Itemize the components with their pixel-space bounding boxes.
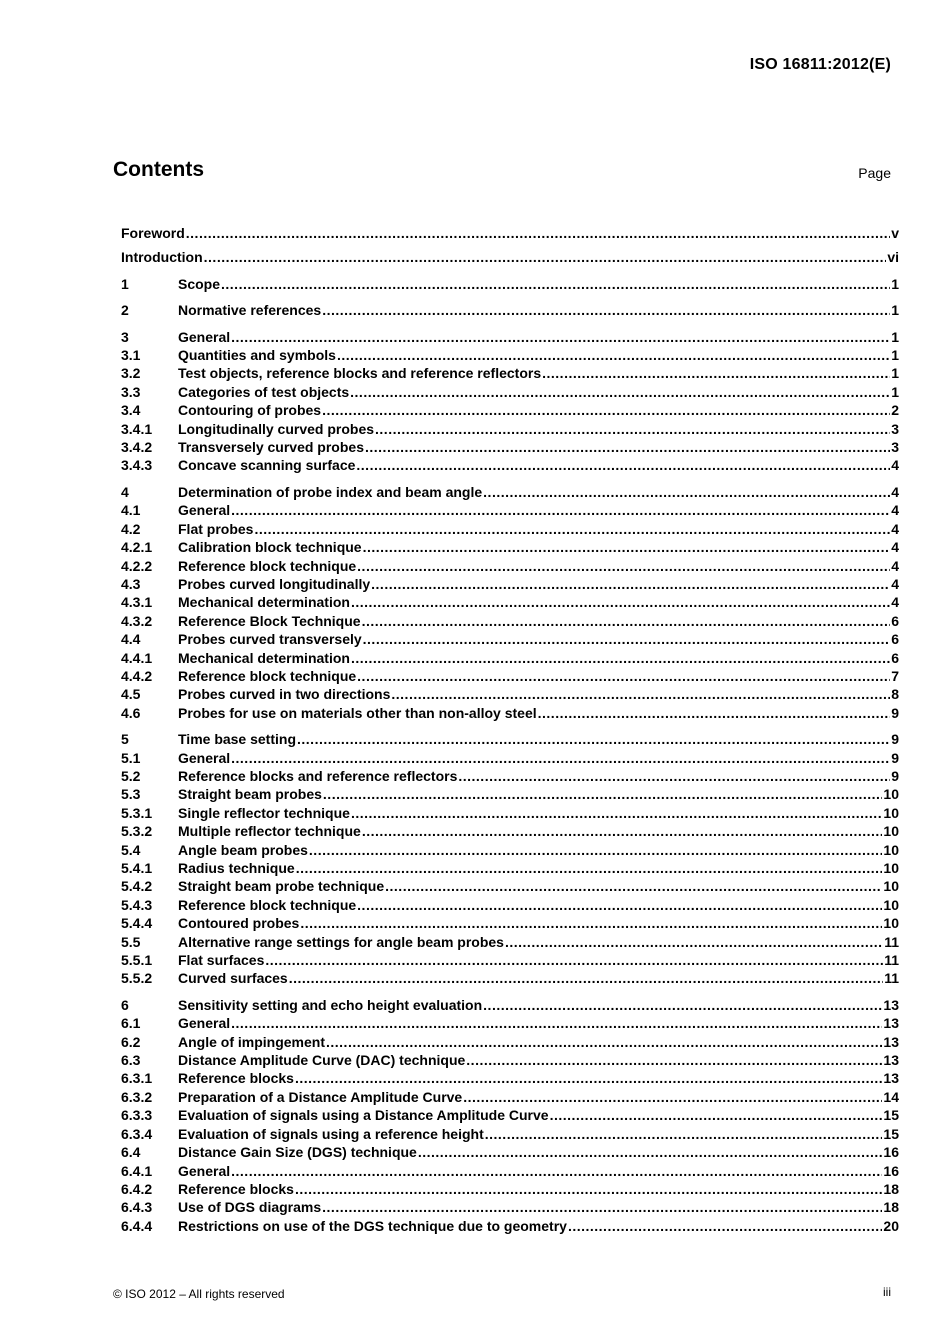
toc-entry-number: 3.2	[121, 365, 141, 382]
toc-entry-title: Introduction	[121, 249, 203, 266]
toc-entry[interactable]	[121, 767, 899, 785]
toc-entry-number: 6.3.2	[121, 1088, 153, 1105]
toc-entry-title: Flat probes	[178, 520, 254, 537]
toc-entry[interactable]	[121, 969, 899, 987]
toc-entry-number: 5.3.2	[121, 823, 153, 840]
toc-entry[interactable]	[121, 1088, 899, 1106]
dot-leader	[295, 1069, 882, 1087]
toc-entry[interactable]	[121, 420, 899, 438]
toc-entry-page: 10	[883, 896, 899, 913]
toc-entry-page: 9	[891, 749, 899, 766]
dot-leader	[505, 933, 883, 951]
toc-entry-number: 2	[121, 302, 129, 319]
toc-entry[interactable]	[121, 328, 899, 346]
toc-entry-page: 10	[883, 786, 899, 803]
toc-entry-title: Evaluation of signals using a reference height	[178, 1125, 484, 1142]
toc-entry-page: 10	[883, 823, 899, 840]
dot-leader	[323, 785, 883, 803]
dot-leader	[362, 612, 891, 630]
toc-entry-page: 3	[891, 439, 899, 456]
toc-entry-page: 9	[891, 767, 899, 784]
toc-entry-title: Determination of probe index and beam angle	[178, 483, 483, 500]
toc-entry-page: v	[891, 225, 899, 241]
toc-entry-number: 4.1	[121, 502, 141, 519]
toc-entry-title: Multiple reflector technique	[178, 823, 361, 840]
toc-entry-number: 6.3.4	[121, 1125, 153, 1142]
toc-entry-title: Mechanical determination	[178, 649, 350, 666]
toc-entry-page: 18	[883, 1180, 899, 1197]
toc-entry[interactable]	[121, 383, 899, 401]
toc-entry-page: 11	[884, 970, 899, 987]
toc-entry[interactable]	[121, 859, 899, 877]
toc-entry-page: vi	[887, 249, 899, 266]
toc-entry[interactable]	[121, 275, 899, 293]
toc-entry[interactable]	[121, 1198, 899, 1216]
toc-entry-number: 4.4.1	[121, 649, 153, 666]
toc-entry-page: 6	[891, 612, 899, 629]
toc-entry[interactable]	[121, 951, 899, 969]
toc-entry-number: 3.4.1	[121, 420, 153, 437]
toc-entry-number: 4.3	[121, 575, 141, 592]
toc-entry[interactable]	[121, 1014, 899, 1032]
toc-entry-page: 10	[883, 878, 899, 895]
toc-entry-number: 4.4	[121, 631, 141, 648]
toc-entry-page: 1	[891, 302, 899, 319]
toc-entry-title: Scope	[178, 275, 221, 292]
toc-entry-number: 6.4.2	[121, 1180, 153, 1197]
toc-entry-number: 6.4.1	[121, 1162, 153, 1179]
toc-entry-title: Concave scanning surface	[178, 457, 356, 474]
toc-entry[interactable]	[121, 1125, 899, 1143]
dot-leader	[458, 767, 890, 785]
toc-entry-page: 1	[891, 328, 899, 345]
toc-entry[interactable]	[121, 822, 899, 840]
toc-entry[interactable]	[121, 593, 899, 611]
dot-leader	[568, 1217, 882, 1235]
toc-entry[interactable]	[121, 896, 899, 914]
toc-entry-title: General	[178, 1162, 231, 1179]
toc-entry-number: 5.3	[121, 786, 141, 803]
toc-entry-title: Distance Gain Size (DGS) technique	[178, 1144, 417, 1161]
toc-entry-page: 13	[883, 1070, 899, 1087]
toc-entry-title: Time base setting	[178, 731, 297, 748]
dot-leader	[351, 649, 890, 667]
toc-entry-number: 3.4.3	[121, 457, 153, 474]
toc-entry-page: 4	[891, 557, 899, 574]
toc-entry-title: Mechanical determination	[178, 594, 350, 611]
toc-entry-number: 5.4.4	[121, 915, 153, 932]
toc-entry-page: 11	[884, 933, 899, 950]
toc-entry-title: Calibration block technique	[178, 539, 362, 556]
toc-entry-page: 10	[883, 860, 899, 876]
toc-entry-page: 14	[883, 1088, 899, 1105]
dot-leader	[483, 996, 882, 1014]
toc-entry[interactable]	[121, 501, 899, 519]
dot-leader	[363, 630, 891, 648]
dot-leader	[231, 749, 890, 767]
toc-entry[interactable]	[121, 785, 899, 803]
toc-entry-title: Contouring of probes	[178, 402, 322, 419]
dot-leader	[309, 841, 883, 859]
toc-entry[interactable]	[121, 933, 899, 951]
dot-leader	[385, 877, 882, 895]
toc-entry-title: Probes curved transversely	[178, 631, 362, 648]
toc-entry[interactable]	[121, 301, 899, 319]
dot-leader	[357, 557, 890, 575]
dot-leader	[231, 1014, 882, 1032]
dot-leader	[538, 704, 891, 722]
dot-leader	[365, 438, 890, 456]
toc-entry-number: 5.3.1	[121, 804, 153, 821]
toc-entry[interactable]	[121, 1162, 899, 1180]
toc-entry-number: 5.5.1	[121, 952, 153, 969]
toc-entry[interactable]	[121, 364, 899, 382]
dot-leader	[322, 401, 890, 419]
toc-entry-number: 5.2	[121, 767, 141, 784]
toc-entry-page: 11	[884, 952, 899, 969]
toc-entry-page: 3	[891, 420, 899, 437]
toc-entry-number: 6.3	[121, 1052, 141, 1069]
toc-entry-number: 4.4.2	[121, 667, 153, 684]
copyright-notice: © ISO 2012 – All rights reserved	[113, 1287, 285, 1301]
toc-entry-title: Categories of test objects	[178, 383, 350, 400]
dot-leader	[204, 248, 887, 266]
toc-entry[interactable]	[121, 630, 899, 648]
toc-entry-number: 5.5.2	[121, 970, 153, 987]
toc-entry-page: 16	[883, 1144, 899, 1161]
toc-entry-page: 18	[883, 1199, 899, 1216]
toc-entry-title: Flat surfaces	[178, 952, 265, 969]
toc-entry[interactable]	[121, 749, 899, 767]
dot-leader	[221, 275, 890, 293]
dot-leader	[371, 575, 890, 593]
dot-leader	[295, 1180, 882, 1198]
toc-entry-page: 13	[883, 996, 899, 1013]
toc-entry-title: Straight beam probe technique	[178, 878, 385, 895]
toc-entry-page: 4	[891, 575, 899, 592]
dot-leader	[231, 501, 890, 519]
dot-leader	[289, 969, 883, 987]
toc-entry[interactable]	[121, 575, 899, 593]
page-number: iii	[883, 1285, 891, 1299]
page-column-label: Page	[858, 165, 891, 181]
toc-entry-page: 10	[883, 804, 899, 821]
toc-entry-page: 7	[891, 667, 899, 684]
toc-entry-number: 5.4	[121, 841, 141, 858]
toc-entry-title: Curved surfaces	[178, 970, 288, 987]
toc-entry-number: 5.4.2	[121, 878, 153, 895]
toc-entry-number: 6.1	[121, 1015, 141, 1032]
toc-entry-number: 3.3	[121, 383, 141, 400]
toc-entry-page: 4	[891, 520, 899, 537]
toc-entry[interactable]	[121, 1051, 899, 1069]
toc-entry-number: 4.6	[121, 704, 141, 721]
dot-leader	[300, 914, 882, 932]
toc-entry[interactable]	[121, 730, 899, 748]
dot-leader	[265, 951, 883, 969]
dot-leader	[463, 1088, 882, 1106]
toc-entry-number: 3.4	[121, 402, 141, 419]
toc-entry[interactable]	[121, 704, 899, 722]
toc-entry-number: 6.4.3	[121, 1199, 153, 1216]
dot-leader	[363, 538, 891, 556]
dot-leader	[322, 1198, 882, 1216]
toc-entry[interactable]	[121, 346, 899, 364]
toc-entry-page: 4	[891, 502, 899, 519]
toc-entry-number: 5.5	[121, 933, 141, 950]
dot-leader	[351, 593, 890, 611]
toc-entry[interactable]	[121, 224, 899, 242]
document-id: ISO 16811:2012(E)	[749, 56, 891, 73]
toc-entry[interactable]	[121, 456, 899, 474]
toc-entry-title: Straight beam probes	[178, 786, 322, 803]
toc-entry-number: 4.5	[121, 686, 141, 703]
toc-entry-page: 1	[891, 347, 899, 364]
toc-entry-page: 2	[891, 402, 899, 419]
toc-entry-number: 5.4.1	[121, 860, 153, 876]
toc-entry-number: 5	[121, 731, 129, 748]
page-title: Contents	[113, 158, 204, 181]
toc-entry[interactable]	[121, 649, 899, 667]
dot-leader	[418, 1143, 883, 1161]
dot-leader	[375, 420, 890, 438]
toc-entry-page: 1	[891, 275, 899, 292]
toc-entry-title: Distance Amplitude Curve (DAC) technique	[178, 1052, 466, 1069]
toc-entry[interactable]	[121, 557, 899, 575]
toc-entry-page: 13	[883, 1033, 899, 1050]
toc-entry-page: 8	[891, 686, 899, 703]
toc-entry-page: 4	[891, 457, 899, 474]
toc-entry-number: 6.2	[121, 1033, 141, 1050]
dot-leader	[326, 1033, 882, 1051]
toc-entry[interactable]	[121, 996, 899, 1014]
toc-entry-title: Contoured probes	[178, 915, 300, 932]
toc-entry[interactable]	[121, 1143, 899, 1161]
toc-entry-title: Foreword	[121, 225, 185, 241]
toc-entry-number: 5.4.3	[121, 896, 153, 913]
dot-leader	[391, 685, 890, 703]
toc-entry-title: Quantities and symbols	[178, 347, 336, 364]
toc-entry-page: 4	[891, 594, 899, 611]
dot-leader	[254, 520, 890, 538]
toc-entry-page: 1	[891, 383, 899, 400]
toc-entry-number: 6.4	[121, 1144, 141, 1161]
toc-entry[interactable]	[121, 538, 899, 556]
toc-entry-number: 3	[121, 328, 129, 345]
toc-entry-title: Reference blocks	[178, 1070, 294, 1087]
dot-leader	[297, 730, 890, 748]
toc-entry-title: General	[178, 749, 231, 766]
toc-entry-number: 6.4.4	[121, 1217, 153, 1234]
toc-entry[interactable]	[121, 914, 899, 932]
toc-entry-number: 6.3.1	[121, 1070, 153, 1087]
toc-entry-number: 4.3.1	[121, 594, 153, 611]
toc-entry[interactable]	[121, 401, 899, 419]
toc-entry-page: 4	[891, 539, 899, 556]
toc-entry-page: 1	[891, 365, 899, 382]
toc-entry-title: Single reflector technique	[178, 804, 350, 821]
dot-leader	[231, 328, 890, 346]
toc-entry-number: 6	[121, 996, 129, 1013]
toc-entry-page: 6	[891, 649, 899, 666]
dot-leader	[350, 383, 890, 401]
toc-entry-title: Normative references	[178, 302, 322, 319]
dot-leader	[357, 896, 882, 914]
dot-leader	[542, 364, 890, 382]
toc-entry[interactable]	[121, 1033, 899, 1051]
toc-entry-page: 9	[891, 731, 899, 748]
dot-leader	[337, 346, 890, 364]
toc-entry[interactable]	[121, 804, 899, 822]
toc-entry-page: 15	[883, 1125, 899, 1142]
dot-leader	[362, 822, 883, 840]
toc-entry-title: Evaluation of signals using a Distance Amplitude Curve	[178, 1107, 549, 1124]
dot-leader	[356, 456, 890, 474]
toc-entry[interactable]	[121, 685, 899, 703]
toc-entry-page: 9	[891, 704, 899, 721]
toc-entry[interactable]	[121, 248, 899, 266]
dot-leader	[351, 804, 882, 822]
toc-entry-title: Angle of impingement	[178, 1033, 325, 1050]
toc-entry-page: 13	[883, 1052, 899, 1069]
toc-entry-title: Sensitivity setting and echo height evaluation	[178, 996, 483, 1013]
toc-entry-number: 3.4.2	[121, 439, 153, 456]
toc-entry-title: General	[178, 1015, 231, 1032]
toc-entry-number: 4.2.2	[121, 557, 153, 574]
toc-entry-title: Probes curved in two directions	[178, 686, 391, 703]
dot-leader	[485, 1125, 883, 1143]
dot-leader	[186, 224, 890, 242]
toc-entry-page: 16	[883, 1162, 899, 1179]
toc-entry[interactable]	[121, 483, 899, 501]
toc-entry-title: Reference Block Technique	[178, 612, 361, 629]
toc-entry-number: 4.2.1	[121, 539, 153, 556]
toc-entry-page: 10	[883, 915, 899, 932]
toc-entry[interactable]	[121, 1217, 899, 1235]
toc-entry-number: 3.1	[121, 347, 141, 364]
toc-entry-page: 4	[891, 483, 899, 500]
toc-entry[interactable]	[121, 667, 899, 685]
toc-entry-page: 15	[883, 1107, 899, 1124]
toc-entry-title: Preparation of a Distance Amplitude Curve	[178, 1088, 463, 1105]
toc-entry-title: Restrictions on use of the DGS technique due to geometry	[178, 1217, 567, 1234]
toc-entry-number: 4.3.2	[121, 612, 153, 629]
toc-entry-number: 4.2	[121, 520, 141, 537]
dot-leader	[296, 859, 883, 877]
toc-entry-title: Reference blocks	[178, 1180, 294, 1197]
dot-leader	[231, 1162, 882, 1180]
toc-entry-page: 13	[883, 1015, 899, 1032]
toc-entry[interactable]	[121, 1069, 899, 1087]
toc-entry-title: Longitudinally curved probes	[178, 420, 375, 437]
toc-entry-title: Use of DGS diagrams	[178, 1199, 322, 1216]
dot-leader	[550, 1106, 883, 1124]
dot-leader	[466, 1051, 882, 1069]
dot-leader	[357, 667, 890, 685]
toc-entry[interactable]	[121, 841, 899, 859]
toc-entry-number: 6.3.3	[121, 1107, 153, 1124]
dot-leader	[483, 483, 890, 501]
toc-entry[interactable]	[121, 1180, 899, 1198]
toc-entry-title: Probes curved longitudinally	[178, 575, 371, 592]
dot-leader	[322, 301, 890, 319]
toc-entry[interactable]	[121, 612, 899, 630]
toc-entry-page: 20	[883, 1217, 899, 1234]
toc-entry-number: 5.1	[121, 749, 141, 766]
toc-entry-title: Radius technique	[178, 860, 295, 876]
toc-entry-title: Transversely curved probes	[178, 439, 364, 456]
toc-entry[interactable]	[121, 438, 899, 456]
toc-entry-title: Reference blocks and reference reflectors	[178, 767, 458, 784]
toc-entry[interactable]	[121, 877, 899, 895]
toc-entry-title: Test objects, reference blocks and reference reflectors	[178, 365, 542, 382]
toc-entry-title: Reference block technique	[178, 896, 357, 913]
toc-entry-title: General	[178, 328, 231, 345]
toc-entry-page: 10	[883, 841, 899, 858]
toc-entry[interactable]	[121, 1106, 899, 1124]
toc-entry-title: Reference block technique	[178, 557, 357, 574]
toc-entry-number: 1	[121, 275, 129, 292]
toc-entry-title: General	[178, 502, 231, 519]
toc-entry[interactable]	[121, 520, 899, 538]
toc-entry-title: Angle beam probes	[178, 841, 308, 858]
toc-entry-title: Reference block technique	[178, 667, 357, 684]
toc-entry-title: Probes for use on materials other than non-alloy steel	[178, 704, 537, 721]
table-of-contents	[121, 224, 899, 1235]
toc-entry-title: Alternative range settings for angle beam probes	[178, 933, 504, 950]
toc-entry-number: 4	[121, 483, 129, 500]
toc-entry-page: 6	[891, 631, 899, 648]
